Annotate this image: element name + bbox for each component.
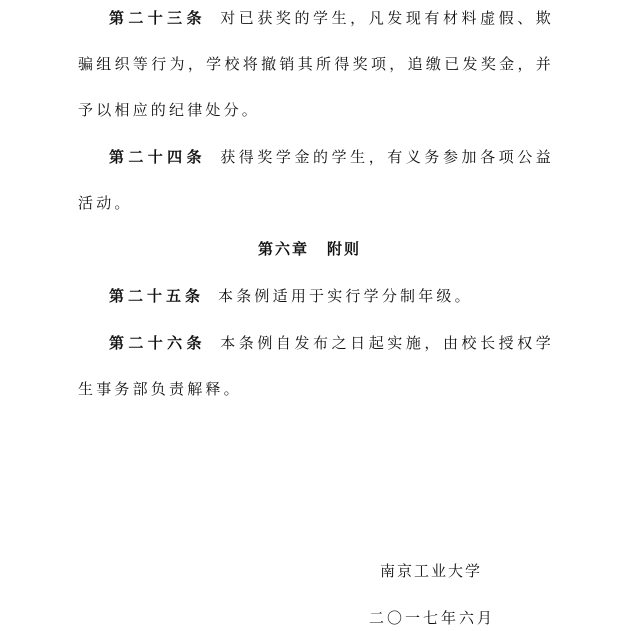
article-number: 第二十三条 <box>109 9 206 27</box>
article-text: 对已获奖的学生，凡发现有材料虚假、欺骗组织等行为，学校将撤销其所得奖项，追缴已发奖金，并予以相应的纪律处分。 <box>78 9 554 119</box>
article-text: 本条例自发布之日起实施，由校长授权学生事务部负责解释。 <box>78 334 554 398</box>
article-25 <box>78 273 554 319</box>
signature-date: 二〇一七年六月 <box>369 609 496 627</box>
signature-organization: 南京工业大学 <box>380 562 483 580</box>
article-number: 第二十五条 <box>109 287 205 305</box>
article-number: 第二十四条 <box>109 148 206 166</box>
article-23 <box>78 0 554 133</box>
article-text: 本条例适用于实行学分制年级。 <box>218 287 473 305</box>
chapter-heading <box>0 226 619 272</box>
chapter-title: 附则 <box>327 240 362 258</box>
chapter-number: 第六章 <box>257 240 309 258</box>
article-26 <box>78 320 554 412</box>
article-text: 获得奖学金的学生，有义务参加各项公益活动。 <box>78 148 554 212</box>
article-number: 第二十六条 <box>109 334 206 352</box>
article-24 <box>78 134 554 226</box>
